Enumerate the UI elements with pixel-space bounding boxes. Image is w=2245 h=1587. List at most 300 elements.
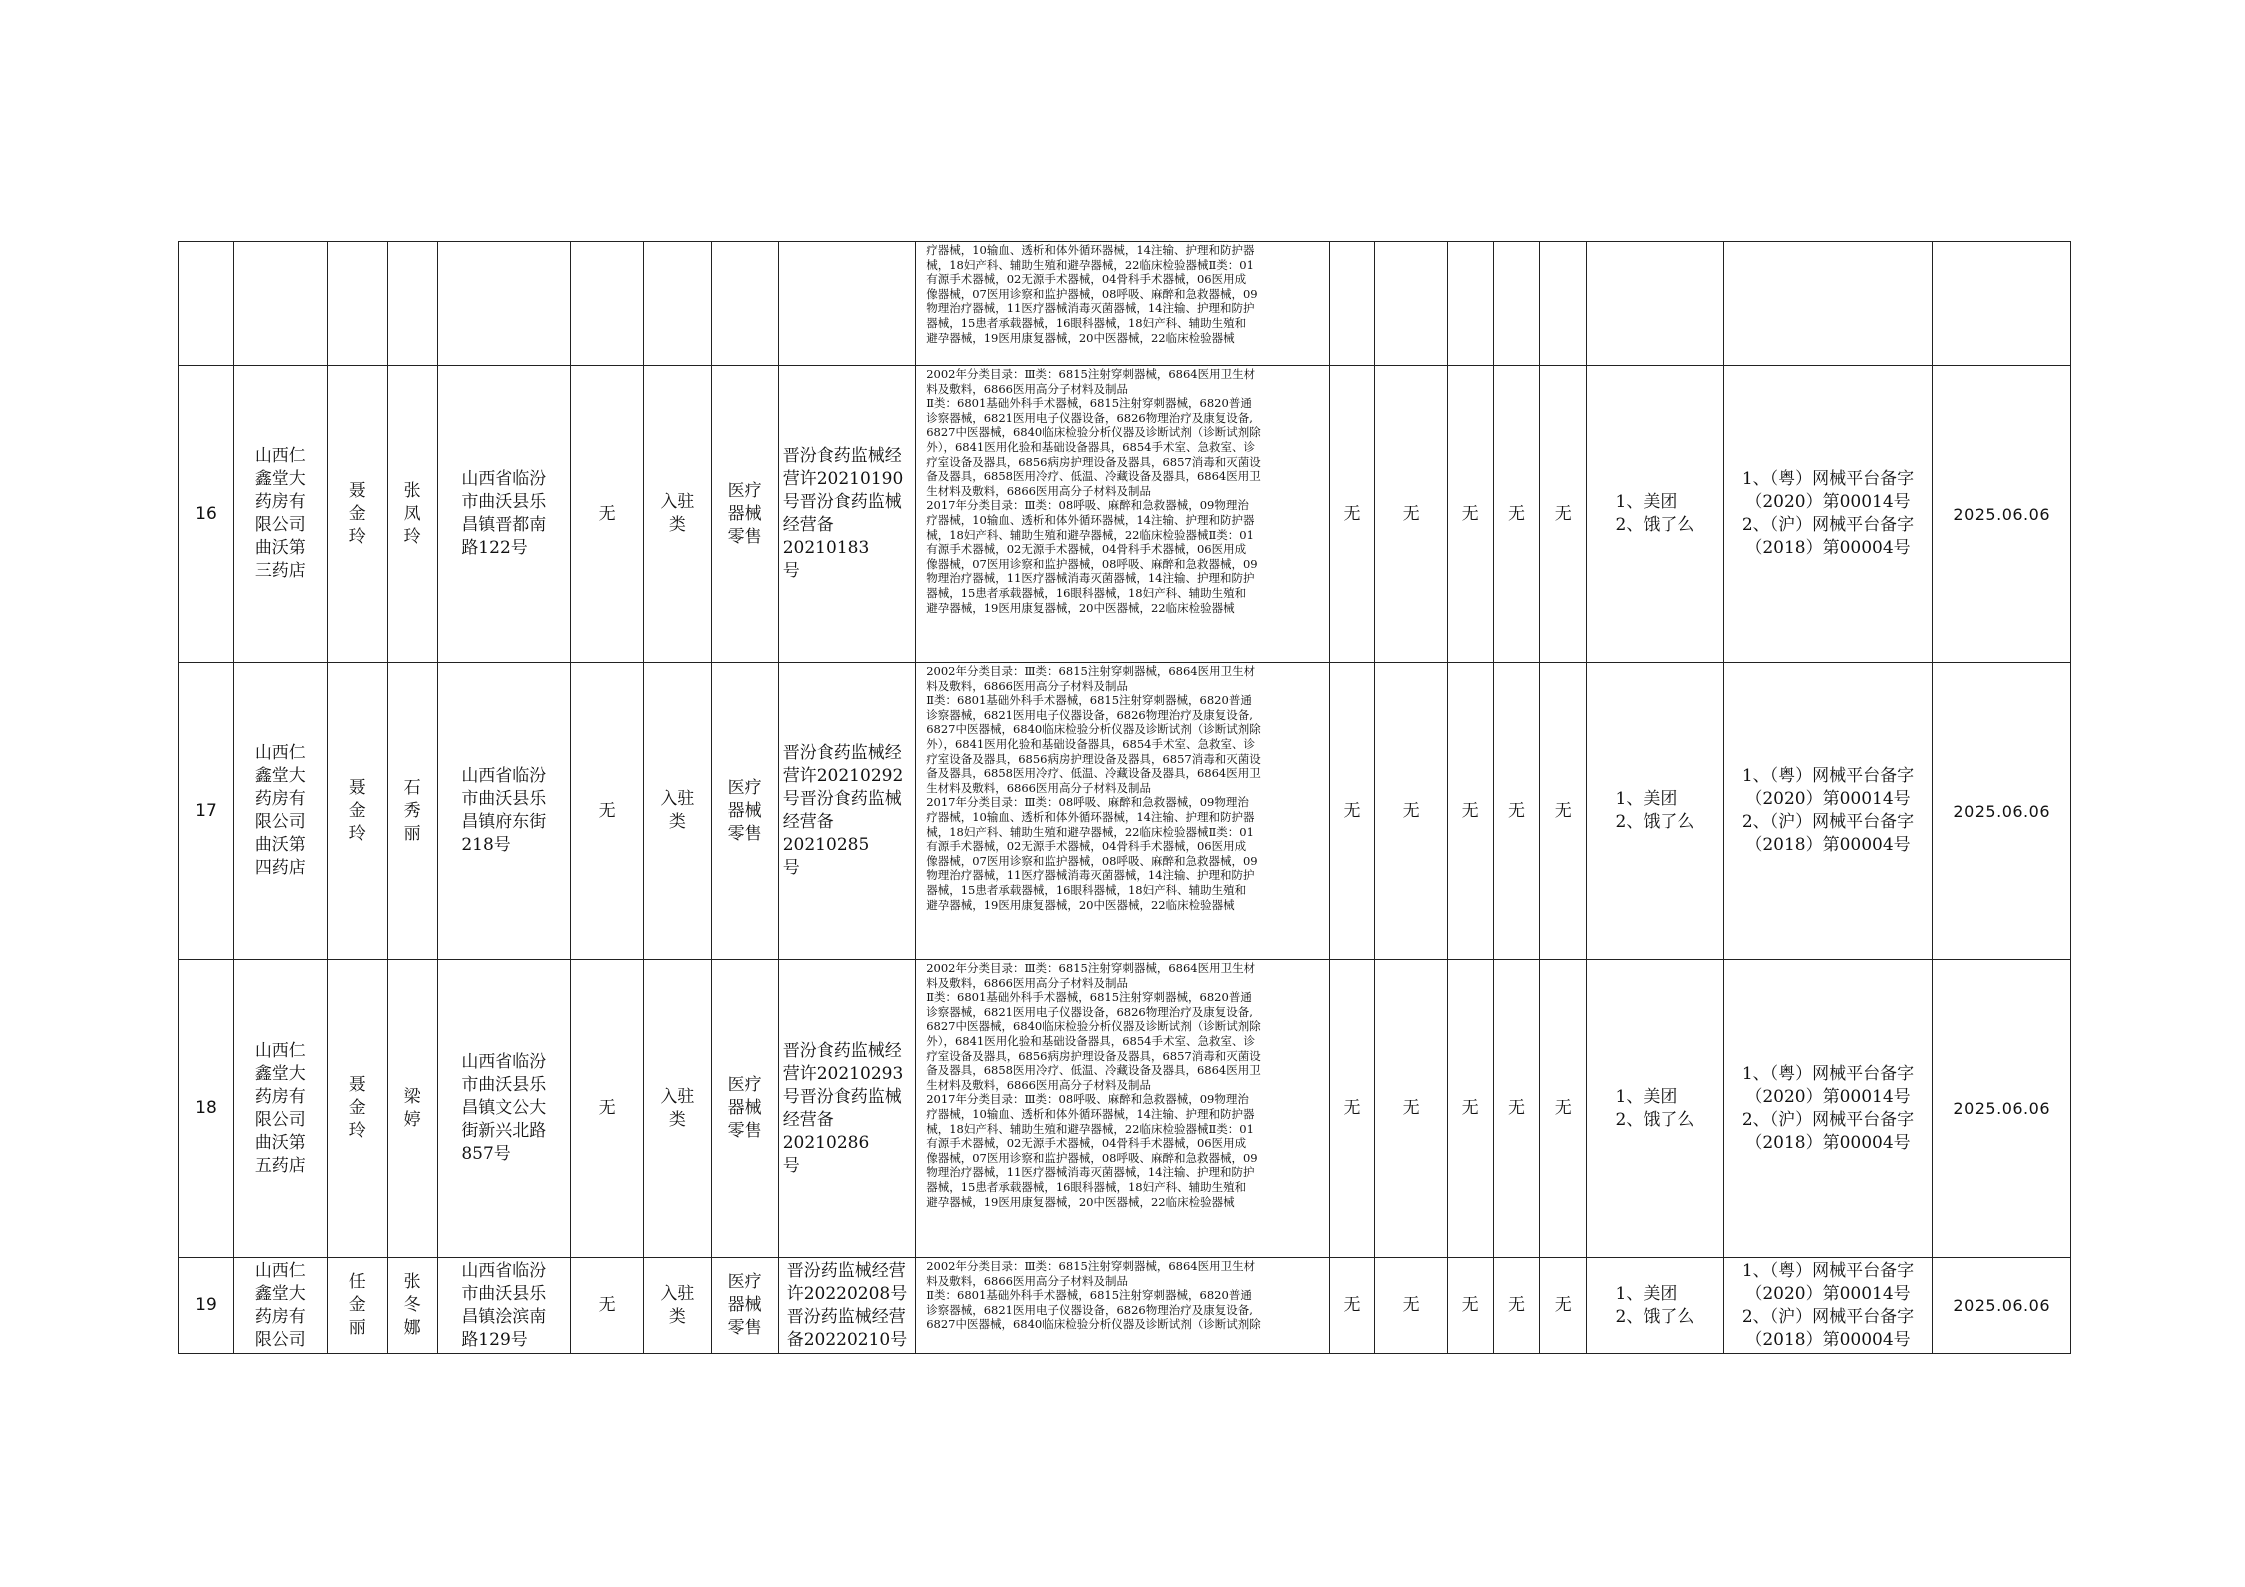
platform-filing-number-cell — [1723, 242, 1933, 366]
platform-filing-number-cell — [1723, 960, 1933, 1258]
platform-list-line: 2、饿了么 — [1615, 1306, 1695, 1327]
records-table — [178, 241, 2071, 1354]
manager-name-cell — [387, 242, 437, 366]
column-15-value: 无 — [1554, 1098, 1572, 1118]
manager-name-line: 张 — [403, 1272, 421, 1292]
business-type-cell — [711, 663, 778, 960]
business-type — [724, 777, 766, 846]
record-date-cell — [1933, 960, 2071, 1258]
license-number-line: 许20220208号 — [786, 1283, 908, 1304]
platform-list-line: 1、美团 — [1615, 492, 1678, 512]
column-14-value: 无 — [1507, 1295, 1525, 1315]
business-type-line: 医疗 — [727, 1075, 762, 1095]
legal-person-cell — [327, 366, 387, 663]
business-scope-line: 生材料及敷料，6866医用高分子材料及制品 — [926, 483, 1151, 498]
store-address-cell — [437, 366, 570, 663]
entry-category-line: 类 — [668, 515, 686, 535]
store-address-cell — [437, 960, 570, 1258]
company-name-line: 四药店 — [254, 858, 306, 878]
company-name-line: 鑫堂大 — [254, 766, 306, 786]
column-5-value-cell — [571, 366, 644, 663]
business-scope-line: 诊察器械，6821医用电子仪器设备，6826物理治疗及康复设备, — [926, 410, 1253, 425]
legal-person — [345, 480, 370, 549]
column-15-value-cell — [1540, 366, 1587, 663]
company-name-line: 鑫堂大 — [254, 1063, 306, 1084]
license-number-line: 晋汾药监械经营 — [786, 1260, 906, 1281]
license-number-line: 晋汾食药监械经 — [782, 446, 902, 466]
license-number-line: 经营备20210286 — [782, 1109, 870, 1153]
business-scope-line: 外），6841医用化验和基础设备器具，6854手术室、急救室、诊 — [926, 736, 1255, 751]
legal-person-line: 聂 — [348, 480, 366, 501]
column-14-value: 无 — [1507, 800, 1525, 821]
business-scope-line: 2017年分类目录：Ⅲ类：08呼吸、麻醉和急救器械，09物理治 — [926, 795, 1249, 810]
business-scope-line: 备及器具，6858医用冷疗、低温、冷藏设备及器具，6864医用卫 — [926, 1063, 1261, 1078]
platform-list — [1612, 788, 1699, 834]
row-number-cell — [179, 960, 234, 1258]
column-13-value: 无 — [1461, 1098, 1479, 1118]
platform-filing-number-line: （2020）第00014号 — [1745, 1086, 1911, 1107]
company-name — [251, 445, 310, 583]
business-scope-line: 6827中医器械，6840临床检验分析仪器及诊断试剂（诊断试剂除 — [926, 722, 1261, 737]
company-name-cell — [233, 663, 327, 960]
column-15-value-cell — [1540, 663, 1587, 960]
column-12-value: 无 — [1402, 800, 1420, 821]
platform-filing-number-cell — [1723, 1258, 1933, 1354]
platform-list-cell — [1587, 242, 1723, 366]
business-scope-line: 像器械，07医用诊察和监护器械，08呼吸、麻醉和急救器械，09 — [926, 556, 1258, 571]
column-12-value-cell — [1375, 1258, 1447, 1354]
business-scope-line: 疗器械，10输血、透析和体外循环器械，14注输、护理和防护器 — [926, 1106, 1255, 1121]
business-scope-cell — [916, 1258, 1329, 1354]
store-address-line: 山西省临汾 — [461, 766, 547, 786]
business-scope-line: 疗室设备及器具，6856病房护理设备及器具，6857消毒和灭菌设 — [926, 1048, 1261, 1063]
business-scope — [916, 366, 1328, 662]
company-name — [251, 1260, 310, 1352]
license-number-line: 经营备20210183 — [782, 515, 870, 558]
company-name-line: 限公司 — [254, 515, 306, 535]
business-scope-line: 备及器具，6858医用冷疗、低温、冷藏设备及器具，6864医用卫 — [926, 469, 1261, 484]
platform-list — [1612, 1086, 1699, 1132]
row-number: 18 — [195, 1098, 217, 1118]
platform-list-cell — [1587, 960, 1723, 1258]
license-number-cell — [778, 366, 915, 663]
company-name-cell — [233, 366, 327, 663]
company-name-line: 山西仁 — [254, 446, 306, 466]
company-name-line: 山西仁 — [254, 743, 306, 763]
record-date: 2025.06.06 — [1953, 801, 2050, 821]
business-scope-line: Ⅱ类：6801基础外科手术器械，6815注射穿刺器械，6820普通 — [926, 990, 1252, 1005]
manager-name-cell — [387, 960, 437, 1258]
column-15-value: 无 — [1554, 1295, 1572, 1315]
manager-name-line: 冬 — [403, 1295, 421, 1315]
column-13-value: 无 — [1461, 1295, 1479, 1315]
manager-name — [400, 777, 425, 846]
license-number — [779, 742, 915, 880]
column-14-value: 无 — [1507, 1098, 1525, 1118]
business-type — [724, 1074, 766, 1143]
store-address-line: 山西省临汾 — [461, 1260, 547, 1281]
license-number-line: 号 — [782, 561, 800, 581]
company-name-line: 曲沃第 — [254, 538, 306, 558]
platform-list-cell — [1587, 366, 1723, 663]
manager-name-cell — [387, 663, 437, 960]
license-number-line: 号晋汾食药监械 — [782, 1086, 902, 1107]
license-number-cell — [778, 960, 915, 1258]
legal-person-line: 任 — [348, 1272, 366, 1292]
business-scope-line: 诊察器械，6821医用电子仪器设备，6826物理治疗及康复设备, — [926, 1302, 1253, 1317]
business-scope-line: 物理治疗器械，11医疗器械消毒灭菌器械，14注输、护理和防护 — [926, 1165, 1255, 1180]
column-14-value-cell — [1493, 663, 1540, 960]
business-type-line: 医疗 — [727, 777, 762, 798]
company-name-line: 曲沃第 — [254, 1132, 306, 1153]
manager-name — [400, 1271, 425, 1340]
business-scope-line: 6827中医器械，6840临床检验分析仪器及诊断试剂（诊断试剂除 — [926, 1019, 1261, 1034]
legal-person-line: 金 — [348, 503, 366, 524]
row-number: 19 — [195, 1295, 217, 1315]
legal-person — [345, 1271, 370, 1340]
column-11-value-cell — [1329, 663, 1375, 960]
platform-list-line: 2、饿了么 — [1615, 812, 1695, 832]
business-scope-cell — [916, 663, 1329, 960]
company-name-line: 药房有 — [254, 1306, 306, 1327]
business-scope-cell — [916, 366, 1329, 663]
business-scope-line: 械，18妇产科、辅助生殖和避孕器械，22临床检验器械Ⅱ类：01 — [926, 824, 1254, 839]
business-scope-line: 物理治疗器械，11医疗器械消毒灭菌器械，14注输、护理和防护 — [926, 301, 1255, 316]
column-12-value-cell — [1375, 663, 1447, 960]
platform-filing-number — [1738, 468, 1918, 560]
business-scope-line: 6827中医器械，6840临床检验分析仪器及诊断试剂（诊断试剂除 — [926, 425, 1261, 440]
platform-filing-number-line: 2、（沪）网械平台备字 — [1741, 1306, 1915, 1327]
business-scope-line: 有源手术器械，02无源手术器械，04骨科手术器械，06医用成 — [926, 839, 1247, 854]
manager-name — [400, 480, 425, 549]
store-address — [457, 468, 550, 560]
record-date-cell — [1933, 242, 2071, 366]
column-15-value: 无 — [1554, 800, 1572, 821]
business-scope-line: 生材料及敷料，6866医用高分子材料及制品 — [926, 780, 1151, 795]
entry-category-line: 类 — [668, 1109, 686, 1130]
company-name-line: 药房有 — [254, 492, 306, 512]
platform-list — [1612, 491, 1699, 537]
column-14-value-cell — [1493, 1258, 1540, 1354]
business-scope-line: 物理治疗器械，11医疗器械消毒灭菌器械，14注输、护理和防护 — [926, 571, 1255, 586]
column-12-value: 无 — [1402, 1098, 1420, 1118]
legal-person-line: 金 — [348, 1295, 366, 1315]
platform-filing-number-cell — [1723, 366, 1933, 663]
platform-list-cell — [1587, 663, 1723, 960]
business-scope-line: 2002年分类目录：Ⅲ类：6815注射穿刺器械，6864医用卫生材 — [926, 961, 1256, 975]
legal-person-line: 玲 — [348, 823, 366, 844]
store-address-line: 路129号 — [461, 1329, 528, 1350]
license-number-line: 晋汾食药监械经 — [782, 743, 902, 763]
platform-filing-number-line: 1、（粤）网械平台备字 — [1741, 1260, 1915, 1281]
business-scope-line: 外），6841医用化验和基础设备器具，6854手术室、急救室、诊 — [926, 1033, 1255, 1048]
business-scope-line: 疗器械，10输血、透析和体外循环器械，14注输、护理和防护器 — [926, 809, 1255, 824]
table-row — [179, 366, 2071, 663]
store-address-line: 街新兴北路 — [461, 1121, 547, 1141]
business-scope-line: 避孕器械，19医用康复器械，20中医器械，22临床检验器械 — [926, 600, 1235, 615]
business-scope-line: 生材料及敷料，6866医用高分子材料及制品 — [926, 1077, 1151, 1092]
store-address-line: 昌镇文公大 — [461, 1098, 547, 1118]
store-address — [457, 1260, 550, 1352]
column-13-value-cell — [1447, 663, 1493, 960]
column-11-value: 无 — [1343, 1295, 1361, 1315]
entry-category-line: 入驻 — [660, 492, 695, 512]
business-type-line: 器械 — [727, 1098, 762, 1118]
company-name — [251, 1040, 310, 1178]
license-number-line: 晋汾药监械经营 — [786, 1306, 906, 1327]
record-date: 2025.06.06 — [1953, 1296, 2050, 1315]
store-address-cell — [437, 242, 570, 366]
platform-filing-number-line: 1、（粤）网械平台备字 — [1741, 766, 1915, 786]
store-address-line: 昌镇浍滨南 — [461, 1306, 547, 1327]
record-date: 2025.06.06 — [1953, 504, 2050, 524]
row-number-cell — [179, 663, 234, 960]
business-scope-cell — [916, 960, 1329, 1258]
store-address-line: 山西省临汾 — [461, 1052, 547, 1072]
business-type-line: 零售 — [727, 1318, 762, 1338]
business-scope-line: 避孕器械，19医用康复器械，20中医器械，22临床检验器械 — [926, 897, 1235, 912]
table-row — [179, 242, 2071, 366]
platform-list-line: 2、饿了么 — [1615, 515, 1695, 535]
column-5-value-cell — [571, 242, 644, 366]
record-date: 2025.06.06 — [1953, 1099, 2050, 1118]
platform-list-line: 1、美团 — [1615, 789, 1678, 809]
column-14-value-cell — [1493, 242, 1540, 366]
business-type-line: 零售 — [727, 1121, 762, 1141]
entry-category — [656, 1283, 698, 1329]
column-14-value: 无 — [1507, 503, 1525, 524]
store-address — [457, 765, 550, 857]
platform-filing-number-line: （2018）第00004号 — [1745, 1329, 1911, 1350]
business-scope — [916, 1258, 1328, 1353]
business-scope-line: 避孕器械，19医用康复器械，20中医器械，22临床检验器械 — [926, 1194, 1235, 1209]
entry-category — [656, 1086, 698, 1132]
column-5-value-cell — [571, 663, 644, 960]
company-name-line: 限公司 — [254, 812, 306, 832]
business-scope-line: 诊察器械，6821医用电子仪器设备，6826物理治疗及康复设备, — [926, 1004, 1253, 1019]
legal-person-line: 聂 — [348, 777, 366, 798]
business-scope-line: 像器械，07医用诊察和监护器械，08呼吸、麻醉和急救器械，09 — [926, 1150, 1258, 1165]
store-address-line: 市曲沃县乐 — [461, 789, 547, 809]
platform-filing-number-line: （2020）第00014号 — [1745, 1283, 1911, 1304]
manager-name-line: 玲 — [403, 526, 421, 547]
license-number-cell — [778, 1258, 915, 1354]
business-type-line: 零售 — [727, 526, 762, 547]
business-type — [724, 480, 766, 549]
column-13-value: 无 — [1461, 503, 1479, 524]
platform-filing-number-line: 2、（沪）网械平台备字 — [1741, 812, 1915, 832]
business-scope-line: 器械，15患者承载器械，16眼科器械，18妇产科、辅助生殖和 — [926, 1179, 1247, 1194]
row-number: 17 — [195, 800, 217, 821]
business-scope-line: 器械，15患者承载器械，16眼科器械，18妇产科、辅助生殖和 — [926, 882, 1247, 897]
platform-list-line: 1、美团 — [1615, 1283, 1678, 1304]
entry-category — [656, 788, 698, 834]
company-name-cell — [233, 960, 327, 1258]
row-number-cell — [179, 366, 234, 663]
business-type-line: 零售 — [727, 823, 762, 844]
legal-person-line: 玲 — [348, 1121, 366, 1141]
column-15-value-cell — [1540, 1258, 1587, 1354]
entry-category-cell — [644, 242, 711, 366]
company-name-line: 山西仁 — [254, 1040, 306, 1061]
license-number-line: 营许20210190 — [782, 469, 904, 489]
legal-person — [345, 777, 370, 846]
license-number-cell — [778, 242, 915, 366]
license-number-line: 号 — [782, 858, 800, 878]
manager-name-line: 娜 — [403, 1318, 421, 1338]
business-scope-line: Ⅱ类：6801基础外科手术器械，6815注射穿刺器械，6820普通 — [926, 396, 1252, 411]
entry-category-cell — [644, 366, 711, 663]
license-number-cell — [778, 663, 915, 960]
platform-filing-number-line: 1、（粤）网械平台备字 — [1741, 1063, 1915, 1084]
column-12-value-cell — [1375, 366, 1447, 663]
business-scope-line: 备及器具，6858医用冷疗、低温、冷藏设备及器具，6864医用卫 — [926, 766, 1261, 781]
legal-person-cell — [327, 663, 387, 960]
company-name-cell — [233, 1258, 327, 1354]
company-name-line: 曲沃第 — [254, 835, 306, 855]
legal-person-line: 玲 — [348, 526, 366, 547]
entry-category-line: 入驻 — [660, 789, 695, 809]
license-number-line: 晋汾食药监械经 — [782, 1040, 902, 1061]
column-11-value: 无 — [1343, 503, 1361, 524]
business-scope-line: 疗器械，10输血、透析和体外循环器械，14注输、护理和防护器 — [926, 243, 1255, 257]
platform-filing-number-line: （2018）第00004号 — [1745, 835, 1911, 855]
column-13-value: 无 — [1461, 800, 1479, 821]
legal-person-line: 聂 — [348, 1075, 366, 1095]
table-row — [179, 1258, 2071, 1354]
business-scope-line: 像器械，07医用诊察和监护器械，08呼吸、麻醉和急救器械，09 — [926, 286, 1258, 301]
license-number — [779, 445, 915, 583]
entry-category-cell — [644, 1258, 711, 1354]
record-date-cell — [1933, 663, 2071, 960]
platform-filing-number-line: 1、（粤）网械平台备字 — [1741, 469, 1915, 489]
column-11-value-cell — [1329, 960, 1375, 1258]
platform-filing-number-line: （2020）第00014号 — [1745, 492, 1911, 512]
business-scope-line: 外），6841医用化验和基础设备器具，6854手术室、急救室、诊 — [926, 439, 1255, 454]
business-scope-line: 2002年分类目录：Ⅲ类：6815注射穿刺器械，6864医用卫生材 — [926, 1259, 1256, 1273]
business-scope-line: 6827中医器械，6840临床检验分析仪器及诊断试剂（诊断试剂除 — [926, 1317, 1261, 1332]
column-5-value-cell — [571, 1258, 644, 1354]
business-scope-line: Ⅱ类：6801基础外科手术器械，6815注射穿刺器械，6820普通 — [926, 1288, 1252, 1303]
column-13-value-cell — [1447, 960, 1493, 1258]
column-13-value-cell — [1447, 366, 1493, 663]
manager-name-line: 凤 — [403, 503, 421, 524]
entry-category-cell — [644, 960, 711, 1258]
business-type — [724, 1271, 766, 1340]
table-row — [179, 663, 2071, 960]
company-name-cell — [233, 242, 327, 366]
platform-filing-number-cell — [1723, 663, 1933, 960]
store-address-line: 昌镇晋都南 — [461, 515, 547, 535]
store-address-line: 857号 — [461, 1144, 511, 1164]
license-number — [783, 1260, 912, 1352]
column-15-value-cell — [1540, 960, 1587, 1258]
business-scope-line: 像器械，07医用诊察和监护器械，08呼吸、麻醉和急救器械，09 — [926, 853, 1258, 868]
business-scope-line: 料及敷料，6866医用高分子材料及制品 — [926, 678, 1128, 693]
platform-list — [1612, 1283, 1699, 1329]
store-address-line: 市曲沃县乐 — [461, 1283, 547, 1304]
store-address-line: 昌镇府东街 — [461, 812, 547, 832]
column-12-value-cell — [1375, 242, 1447, 366]
business-scope-line: 有源手术器械，02无源手术器械，04骨科手术器械，06医用成 — [926, 542, 1247, 557]
company-name — [251, 742, 310, 880]
manager-name-line: 梁 — [403, 1086, 421, 1107]
platform-list-line: 1、美团 — [1615, 1086, 1678, 1107]
license-number-line: 营许20210292 — [782, 766, 904, 786]
business-scope-line: 2002年分类目录：Ⅲ类：6815注射穿刺器械，6864医用卫生材 — [926, 367, 1256, 381]
legal-person-cell — [327, 1258, 387, 1354]
business-scope-line: 有源手术器械，02无源手术器械，04骨科手术器械，06医用成 — [926, 1136, 1247, 1151]
column-12-value: 无 — [1402, 503, 1420, 524]
manager-name-line: 婷 — [403, 1109, 421, 1130]
store-address — [457, 1051, 550, 1166]
business-scope-line: 2017年分类目录：Ⅲ类：08呼吸、麻醉和急救器械，09物理治 — [926, 1092, 1249, 1107]
column-11-value-cell — [1329, 242, 1375, 366]
business-scope-line: 物理治疗器械，11医疗器械消毒灭菌器械，14注输、护理和防护 — [926, 868, 1255, 883]
business-scope-line: 料及敷料，6866医用高分子材料及制品 — [926, 975, 1128, 990]
license-number-line: 经营备20210285 — [782, 812, 870, 855]
legal-person-line: 金 — [348, 1098, 366, 1118]
store-address-line: 山西省临汾 — [461, 469, 547, 489]
manager-name-line: 秀 — [403, 800, 421, 821]
column-15-value-cell — [1540, 242, 1587, 366]
row-number-cell — [179, 1258, 234, 1354]
row-number-cell — [179, 242, 234, 366]
business-type-cell — [711, 960, 778, 1258]
business-type-line: 医疗 — [727, 480, 762, 501]
column-11-value: 无 — [1343, 800, 1361, 821]
entry-category-line: 类 — [668, 812, 686, 832]
business-scope-line: 2002年分类目录：Ⅲ类：6815注射穿刺器械，6864医用卫生材 — [926, 664, 1256, 678]
business-scope-line: 器械，15患者承载器械，16眼科器械，18妇产科、辅助生殖和 — [926, 585, 1247, 600]
manager-name-line: 张 — [403, 480, 421, 501]
company-name-line: 限公司 — [254, 1329, 306, 1350]
platform-filing-number-line: 2、（沪）网械平台备字 — [1741, 515, 1915, 535]
license-number-line: 营许20210293 — [782, 1063, 904, 1084]
column-5-value: 无 — [598, 800, 616, 821]
business-type-cell — [711, 366, 778, 663]
business-scope-line: 疗室设备及器具，6856病房护理设备及器具，6857消毒和灭菌设 — [926, 454, 1261, 469]
company-name-line: 鑫堂大 — [254, 1283, 306, 1304]
business-scope — [916, 960, 1328, 1257]
business-scope-line: 疗器械，10输血、透析和体外循环器械，14注输、护理和防护器 — [926, 512, 1255, 527]
business-scope-line: 避孕器械，19医用康复器械，20中医器械，22临床检验器械 — [926, 330, 1235, 345]
column-5-value-cell — [571, 960, 644, 1258]
column-12-value: 无 — [1402, 1295, 1420, 1315]
business-scope-line: 械，18妇产科、辅助生殖和避孕器械，22临床检验器械Ⅱ类：01 — [926, 1121, 1254, 1136]
column-13-value-cell — [1447, 242, 1493, 366]
platform-filing-number-line: 2、（沪）网械平台备字 — [1741, 1109, 1915, 1130]
column-5-value: 无 — [598, 503, 616, 524]
store-address-line: 218号 — [461, 835, 511, 855]
column-11-value-cell — [1329, 366, 1375, 663]
company-name-line: 三药店 — [254, 561, 306, 581]
entry-category-line: 入驻 — [660, 1086, 695, 1107]
business-type-cell — [711, 1258, 778, 1354]
business-scope-line: 器械，15患者承载器械，16眼科器械，18妇产科、辅助生殖和 — [926, 315, 1247, 330]
business-scope-line: 料及敷料，6866医用高分子材料及制品 — [926, 381, 1128, 396]
store-address-line: 市曲沃县乐 — [461, 1075, 547, 1095]
platform-filing-number — [1738, 765, 1918, 857]
column-5-value: 无 — [598, 1295, 616, 1315]
business-scope-line: 疗室设备及器具，6856病房护理设备及器具，6857消毒和灭菌设 — [926, 751, 1261, 766]
license-number-line: 号 — [782, 1155, 800, 1176]
platform-list-cell — [1587, 1258, 1723, 1354]
legal-person-cell — [327, 960, 387, 1258]
license-number — [779, 1040, 915, 1178]
store-address-cell — [437, 1258, 570, 1354]
company-name-line: 药房有 — [254, 1086, 306, 1107]
